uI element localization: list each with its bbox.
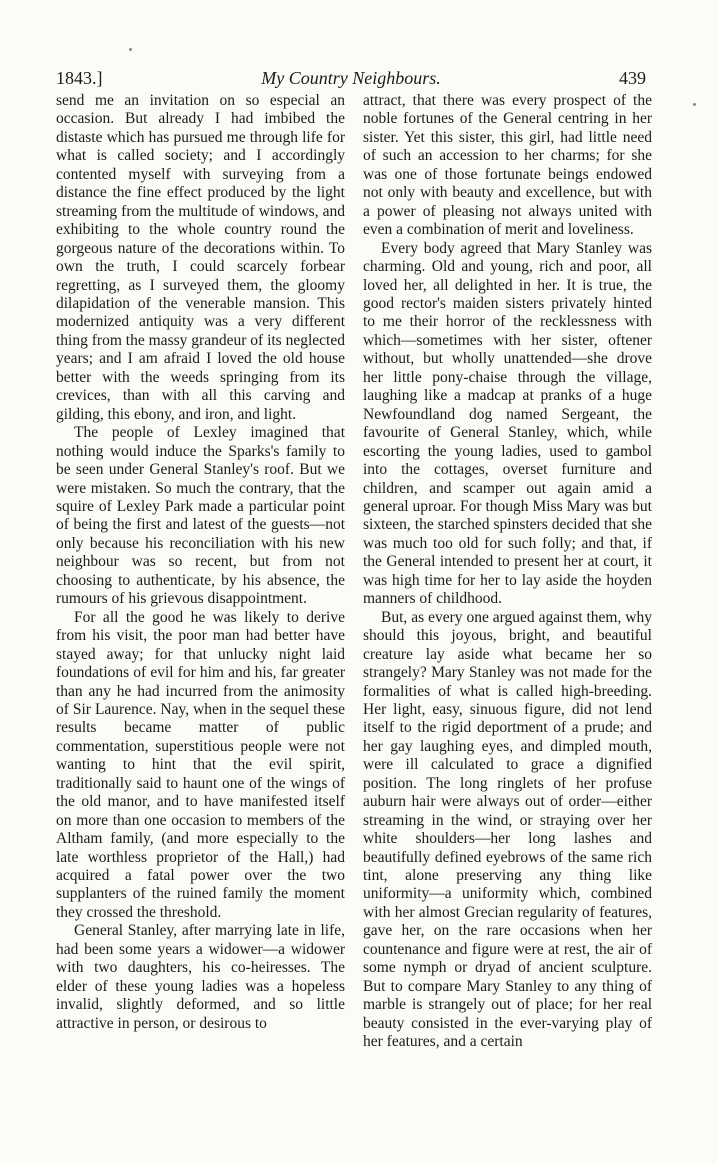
paragraph: Every body agreed that Mary Stanley was charming. Old and young, rich and poor, all loved her, all delighted in her. It is true, the good rector's maiden sisters privately hinted to me their horror of the recklessness with which—sometimes with her sister, oftener without, but wholly unattended—she drove her little pony-chaise through the village, laughing like a madcap at pranks of a huge Newfoundland dog named Sergeant, the favourite of General Stanley, which, while escorting the young ladies, used to gambol into the cottages, overset furniture and children, and scamper out again amid a general uproar. For though Miss Mary was but sixteen, the starched spinsters decided that she was much too old for such folly; and that, if the General intended to present her at court, it was high time for her to lay aside the hoyden manners of childhood. [363,239,652,608]
paragraph: General Stanley, after marrying late in life, had been some years a widower—a widower with two daughters, his co-heiresses. The elder of these young ladies was a hopeless invalid, slightly deformed, and so little attractive in person, or desirous to [56,922,345,1032]
right-column [363,92,652,1052]
header-date: 1843.] [56,68,103,88]
page-speck [693,103,696,106]
paragraph: attract, that there was every prospect of the noble fortunes of the General centring in her sister. Yet this sister, this girl, had little need of such an accession to her charms; for she was one of those fortunate beings endowed not only with beauty and excellence, but with a power of pleasing not always united with even a combination of merit and loveliness. [363,92,652,239]
paragraph: The people of Lexley imagined that nothing would induce the Sparks's family to be seen under General Stanley's roof. But we were mistaken. So much the contrary, that the squire of Lexley Park made a particular point of being the first and latest of the guests—not only because his reconciliation with his new neighbour was so recent, but from not choosing to authenticate, by his absence, the rumours of his grievous disappointment. [56,424,345,608]
page-speck [129,48,132,51]
paragraph: send me an invitation on so especial an occasion. But already I had imbibed the distaste which has pursued me through life for what is called society; and I accordingly contented myself with surveying from a distance the fine effect produced by the light streaming from the multitude of windows, and exhibiting to the whole country round the gorgeous nature of the decorations within. To own the truth, I could scarcely forbear regretting, as I surveyed them, the gloomy dilapidation of the venerable mansion. This modernized antiquity was a very different thing from the massy grandeur of its neglected years; and I am afraid I loved the old house better with the weeds springing from its crevices, than with all this carving and gilding, this ebony, and iron, and light. [56,92,345,423]
running-header [56,66,646,90]
left-column [56,92,345,1033]
paragraph: But, as every one argued against them, why should this joyous, bright, and beautiful creature lay aside what became her so strangely? Mary Stanley was not made for the formalities of what is called high-breeding. Her light, easy, sinuous figure, did not lend itself to the rigid deportment of a prude; and her gay laughing eyes, and dimpled mouth, were ill calculated to grace a dignified position. The long ringlets of her profuse auburn hair were always out of order—either streaming in the wind, or straying over her white shoulders—her long lashes and beautifully defined eyebrows of the same rich tint, alone preserving any thing like uniformity—a uniformity which, combined with her almost Grecian regularity of features, gave her, on the rare occasions when her countenance and figure were at rest, the air of some nymph or dryad of ancient sculpture. But to compare Mary Stanley to any thing of marble is strangely out of place; for her real beauty consisted in the ever-varying play of her features, and a certain [363,608,652,1051]
header-title: My Country Neighbours. [261,68,441,88]
page-number: 439 [619,68,646,88]
paragraph: For all the good he was likely to derive from his visit, the poor man had better have stayed away; for that unlucky night laid foundations of evil for him and his, far greater than any he had incurred from the animosity of Sir Laurence. Nay, when in the sequel these results became matter of public commentation, superstitious people were not wanting to hint that the evil spirit, traditionally said to haunt one of the wings of the old manor, and to have manifested itself on more than one occasion to members of the Altham family, (and more especially to the late worthless proprietor of the Hall,) had acquired a fatal power over the two supplanters of the ruined family the moment they crossed the threshold. [56,608,345,921]
